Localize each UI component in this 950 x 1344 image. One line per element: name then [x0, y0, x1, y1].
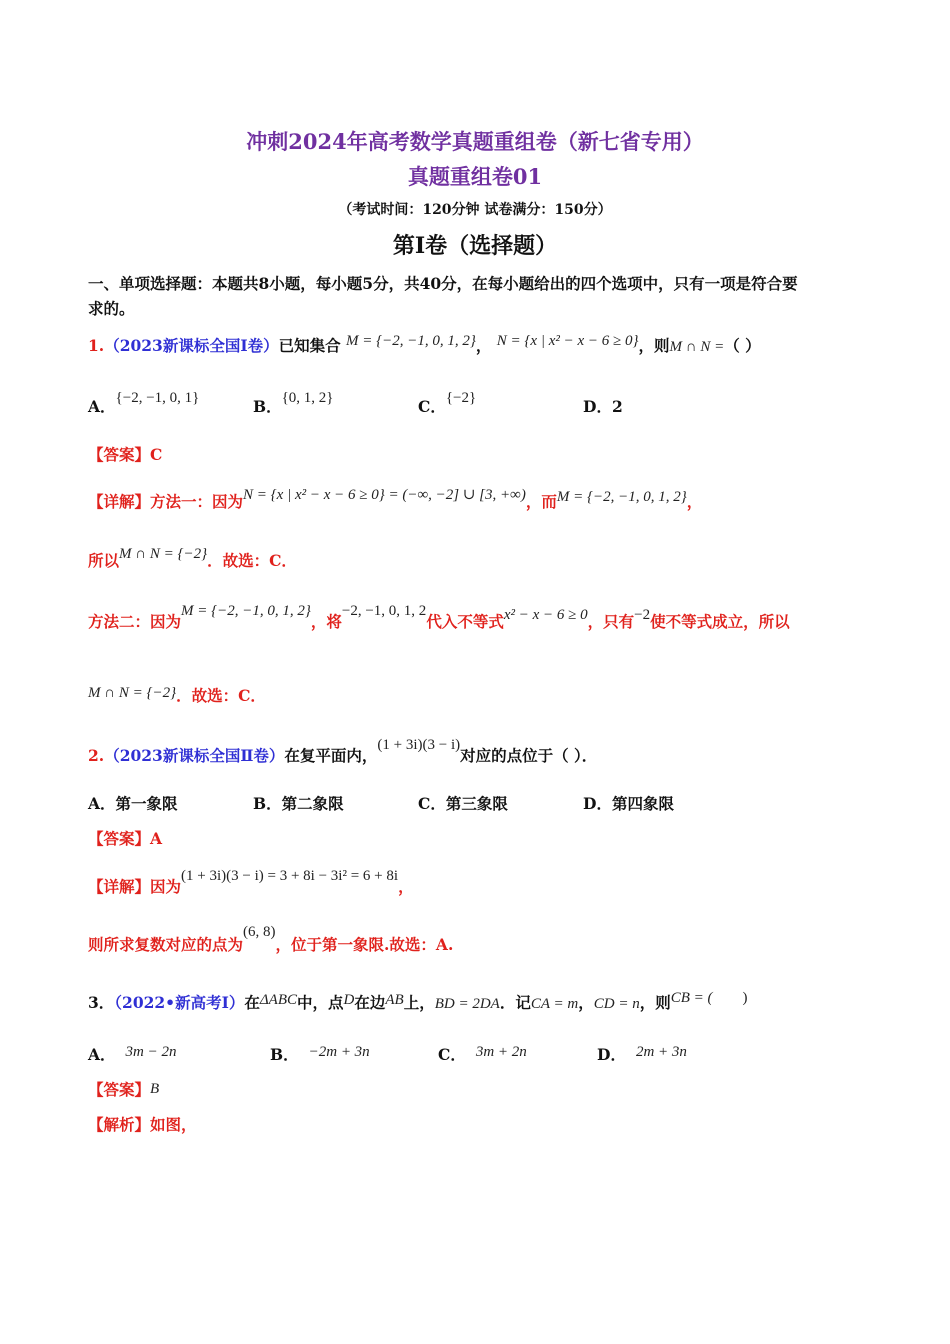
q3-analysis: 【解析】如图，	[88, 1115, 197, 1134]
q3-option-b[interactable]: B． −2m + 3n	[270, 1044, 370, 1064]
q1-set-n: N = {x | x² − x − 6 ≥ 0}	[496, 333, 639, 349]
question-3: 3．（2022•新高考Ⅰ）在ΔABC中，点D在边AB上，BD = 2DA．记CA = m，CD = n，则CB = ( )	[88, 990, 748, 1012]
q1-text1: 已知集合	[278, 336, 341, 355]
page-title: 冲刺2024年高考数学真题重组卷（新七省专用）	[246, 129, 704, 154]
q1-answer: 【答案】C	[88, 445, 163, 464]
q1-expr: M ∩ N =	[669, 339, 725, 355]
q2-detail-line1: 【详解】因为(1 + 3i)(3 − i) = 3 + 8i − 3i² = 6 + 8i，	[88, 868, 414, 896]
q1-method2-line1: 方法二：因为M = {−2, −1, 0, 1, 2}，将−2, −1, 0, 1, 2代入不等式x² − x − 6 ≥ 0，只有−2使不等式成立，所以	[88, 603, 790, 631]
q1-option-b[interactable]: B．{0, 1, 2}	[253, 390, 334, 416]
q2-option-b[interactable]: B．第二象限	[253, 794, 344, 813]
part-title: 第I卷（选择题）	[392, 233, 558, 259]
q1-option-d[interactable]: D．2	[583, 397, 623, 416]
q1-option-a[interactable]: A．{−2, −1, 0, 1}	[88, 390, 200, 416]
q1-comma: ，	[475, 336, 492, 355]
q3-option-a[interactable]: A． 3m − 2n	[88, 1044, 177, 1064]
q2-detail-line2: 则所求复数对应的点为(6, 8)，位于第一象限.故选：A.	[88, 924, 454, 954]
q1-option-c[interactable]: C．{−2}	[418, 390, 477, 416]
question-1	[88, 334, 761, 356]
q1-number: 1.	[88, 336, 105, 355]
q1-text2: ，则	[638, 336, 670, 355]
q1-detail-line1: 【详解】方法一：因为N = {x | x² − x − 6 ≥ 0} = (−∞, −2] ∪ [3, +∞)，而M = {−2, −1, 0, 1, 2}，	[88, 487, 703, 511]
q2-option-c[interactable]: C．第三象限	[418, 794, 508, 813]
question-2: 2.（2023新课标全国Ⅱ卷）在复平面内，(1 + 3i)(3 − i)对应的点位于（ ）．	[88, 737, 598, 765]
exam-info: （考试时间：120分钟 试卷满分：150分）	[338, 202, 612, 218]
q1-set-m: M = {−2, −1, 0, 1, 2}	[346, 333, 476, 349]
q2-answer: 【答案】A	[88, 829, 163, 848]
q1-method2-line2: M ∩ N = {−2}．故选：C．	[88, 685, 266, 705]
q2-option-d[interactable]: D．第四象限	[583, 794, 674, 813]
section-instruction-line2: 求的。	[88, 299, 135, 318]
q1-source: （2023新课标全国Ⅰ卷）	[104, 336, 279, 355]
q1-paren: （ ）	[724, 336, 761, 355]
q1-detail-line2: 所以M ∩ N = {−2}．故选：C．	[88, 546, 297, 570]
q3-answer: 【答案】B	[88, 1080, 160, 1099]
q3-option-c[interactable]: C． 3m + 2n	[438, 1044, 527, 1064]
section-instruction-line1: 一、单项选择题：本题共8小题，每小题5分，共40分，在每小题给出的四个选项中，只有一项是符合要	[88, 274, 798, 293]
q2-option-a[interactable]: A．第一象限	[88, 794, 178, 813]
page-subtitle: 真题重组卷01	[407, 164, 543, 189]
q3-option-d[interactable]: D． 2m + 3n	[597, 1044, 687, 1064]
